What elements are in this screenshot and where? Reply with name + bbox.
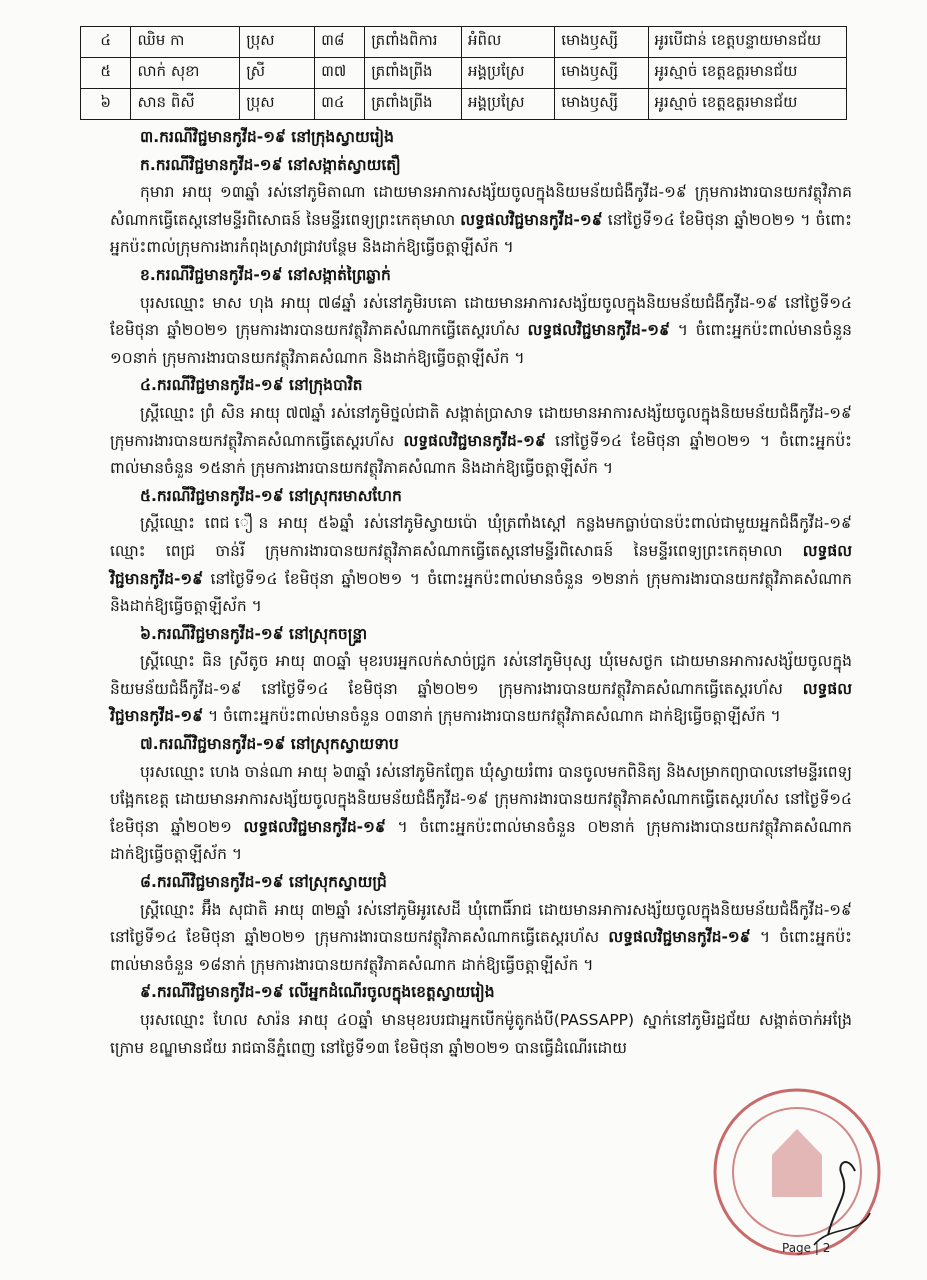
section-3a-text-end: នៅថ្ងៃទី១៤ ខែមិថុនា ឆ្នាំ២០២១ ។ ចំពោះអ្នកប៉ះពាល់ក្រុមការងារកំពុងស្រាវជ្រាវបន្ថែម និងដាក់ឱ្យធ្វើចត្តាឡីស័ក ។ <box>110 210 852 257</box>
section-4-result: លទ្ធផលវិជ្ជមានកូវីដ-១៩ <box>403 431 546 450</box>
section-3a-title: ក.ករណីវិជ្ជមានកូវីដ-១៩ នៅសង្កាត់ស្វាយតឿ <box>140 155 401 174</box>
section-8-paragraph <box>110 897 852 980</box>
patient-commune-cell: អំពិល <box>461 27 554 58</box>
section-3b-title: ខ.ករណីវិជ្ជមានកូវីដ-១៩ នៅសង្កាត់ព្រៃឆ្លាក់ <box>140 265 391 284</box>
section-3b-text-end: ។ ចំពោះអ្នកប៉ះពាល់មានចំនួន ១០នាក់ ក្រុមការងារបានយកវត្ថុវិភាគសំណាក និងដាក់ឱ្យធ្វើចត្តាឡីស័ក ។ <box>110 321 852 367</box>
patient-district-cell: មោងឫស្សី <box>555 58 648 89</box>
table-row <box>81 89 847 120</box>
section-6-title: ៦.ករណីវិជ្ជមានកូវីដ-១៩ នៅស្រុកចន្ទ្រា <box>140 624 368 643</box>
patient-commune-cell: អង្គប្រស្រែ <box>461 89 554 120</box>
patient-village-cell: ត្រពាំងពិការ <box>365 27 462 58</box>
cases-table-body <box>81 27 847 120</box>
section-3-title: ៣.ករណីវិជ្ជមានកូវីដ-១៩ នៅក្រុងស្វាយរៀង <box>140 128 395 146</box>
section-5-text-end: នៅថ្ងៃទី១៤ ខែមិថុនា ឆ្នាំ២០២១ ។ ចំពោះអ្នកប៉ះពាល់មានចំនួន ១២នាក់ ក្រុមការងារបានយកវត្ថុវិភាគសំណាក និងដាក់ឱ្យធ្វើចត្តាឡីស័ក ។ <box>110 569 852 616</box>
patient-village-cell: ត្រពាំងព្រីង <box>365 89 462 120</box>
patient-sex-cell: ប្រុស <box>240 27 315 58</box>
patient-district-cell: មោងឫស្សី <box>555 89 648 120</box>
section-5-title: ៥.ករណីវិជ្ជមានកូវីដ-១៩ នៅស្រុករមាសហែក <box>140 486 402 505</box>
patient-age-cell: ៣៤ <box>315 89 365 120</box>
patient-district-cell: មោងឫស្សី <box>555 27 648 58</box>
official-seal-icon <box>710 1085 885 1260</box>
section-3b-text: បុរសឈ្មោះ មាស ហុង អាយុ ៧៨ឆ្នាំ រស់នៅភូមិរបគោ ដោយមានអាការសង្ស័យចូលក្នុងនិយមន័យជំងឺកូវីដ-១៩ នៅថ្ងៃទី១៤ ខែមិថុនា ឆ្នាំ២០២១ ក្រុមការងារបានយកវត្ថុវិភាគសំណាកធ្វើតេស្តរហ័ស <box>110 293 852 340</box>
table-row <box>81 58 847 89</box>
patient-village-cell: ត្រពាំងព្រីង <box>365 58 462 89</box>
section-4-text-end: នៅថ្ងៃទី១៤ ខែមិថុនា ឆ្នាំ២០២១ ។ ចំពោះអ្នកប៉ះពាល់មានចំនួន ១៥នាក់ ក្រុមការងារបានយកវត្ថុវិភាគសំណាក និងដាក់ឱ្យធ្វើចត្តាឡីស័ក ។ <box>110 431 852 478</box>
section-4-title: ៤.ករណីវិជ្ជមានកូវីដ-១៩ នៅក្រុងបាវិត <box>140 376 363 395</box>
section-4-paragraph <box>110 400 852 483</box>
section-8-title: ៨.ករណីវិជ្ជមានកូវីដ-១៩ នៅស្រុកស្វាយជ្រំ <box>140 873 387 892</box>
table-row <box>81 27 847 58</box>
section-3a-text: កុមារា អាយុ ១៣ឆ្នាំ រស់នៅភូមិតាណា ដោយមានអាការសង្ស័យចូលក្នុងនិយមន័យជំងឺកូវីដ-១៩ ក្រុមការងារបានយកវត្ថុវិភាគសំណាកធ្វើតេស្តនៅមន្ទីរពិសោធន៍ នៃមន្ទីរពេទ្យព្រះកេតុមាលា <box>110 183 852 229</box>
section-9-text: បុរសឈ្មោះ ហែល សារ៉ន អាយុ ៤០ឆ្នាំ មានមុខរបរជាអ្នកបើកម៉ូតូកង់បី(PASSAPP) ស្នាក់នៅភូមិរដ្ឋជ័យ សង្កាត់ចាក់អង្រែក្រោម ខណ្ឌមានជ័យ រាជធានីភ្នំពេញ នៅថ្ងៃទី១៣ ខែមិថុនា ឆ្នាំ២០២១ បានធ្វើដំណើរដោយ <box>110 1011 852 1057</box>
section-3b-paragraph <box>110 290 852 373</box>
patient-name-cell: ឈិម កា <box>131 27 240 58</box>
section-7-result: លទ្ធផលវិជ្ជមានកូវីដ-១៩ <box>243 817 386 836</box>
section-7-title: ៧.ករណីវិជ្ជមានកូវីដ-១៩ នៅស្រុកស្វាយទាប <box>140 735 399 754</box>
patient-age-cell: ៣៧ <box>315 58 365 89</box>
patient-commune-cell: អង្គប្រស្រែ <box>461 58 554 89</box>
patient-name-cell: លាក់ សុខា <box>131 58 240 89</box>
section-7-text-end: ។ ចំពោះអ្នកប៉ះពាល់មានចំនួន ០២នាក់ ក្រុមការងារបានយកវត្ថុវិភាគសំណាក ដាក់ឱ្យធ្វើចត្តាឡីស័ក ។ <box>110 817 852 864</box>
section-3b-result: លទ្ធផលវិជ្ជមានកូវីដ-១៩ <box>527 321 670 340</box>
origin-address-cell: អូរបើជាន់ ខេត្តបន្ទាយមានជ័យ <box>648 27 846 58</box>
section-3a-result: លទ្ធផលវិជ្ជមានកូវីដ-១៩ <box>460 210 603 229</box>
origin-address-cell: អូរស្មាច់ ខេត្តឧត្តរមានជ័យ <box>648 58 846 89</box>
section-9-paragraph <box>110 1007 852 1062</box>
section-7-text: បុរសឈ្មោះ ហេង ចាន់ណា អាយុ ៦៣ឆ្នាំ រស់នៅភូមិកញ្ចែត ឃុំស្វាយរំពារ បានចូលមកពិនិត្យ និងសម្រាកព្យាបាលនៅមន្ទីរពេទ្យបង្អែកខេត្ត ដោយមានអាការសង្ស័យចូលក្នុងនិយមន័យជំងឺកូវីដ-១៩ ក្រុមការងារបានយកវត្ថុវិភាគសំណាកធ្វើតេស្តរហ័ស នៅថ្ងៃទី១៤ ខែមិថុនា ឆ្នាំ២០២១ <box>110 762 852 836</box>
section-7-paragraph <box>110 759 852 869</box>
section-5-text: ស្ត្រីឈ្មោះ ពេជ ឿន អាយុ ៥៦ឆ្នាំ រស់នៅភូមិស្វាយប៉ោ ឃុំត្រពាំងស្ដៅ កន្លងមកធ្លាប់បានប៉ះពាល់ជាមួយអ្នកជំងឺកូវីដ-១៩ ឈ្មោះ ពេជ្រ ចាន់រី ក្រុមការងារបានយកវត្ថុវិភាគសំណាកធ្វើតេស្តនៅមន្ទីរពិសោធន៍ នៃមន្ទីរពេទ្យព្រះកេតុមាលា <box>110 514 852 560</box>
section-6-result: លទ្ធផលវិជ្ជមានកូវីដ-១៩ <box>110 679 852 726</box>
seal-emblem <box>772 1129 822 1197</box>
signature-stroke <box>828 1162 855 1235</box>
document-body <box>110 124 852 1062</box>
section-6-text: ស្ត្រីឈ្មោះ ធិន ស្រីតូច អាយុ ៣០ឆ្នាំ មុខរបរអ្នកលក់សាច់ជ្រូក រស់នៅភូមិបុស្ស ឃុំមេសថ្ងក ដោយមានអាការសង្ស័យចូលក្នុងនិយមន័យជំងឺកូវីដ-១៩ នៅថ្ងៃទី១៤ ខែមិថុនា ឆ្នាំ២០២១ ក្រុមការងារបានយកវត្ថុវិភាគសំណាកធ្វើតេស្តរហ័ស <box>110 652 852 698</box>
section-6-text-end: ។ ចំពោះអ្នកប៉ះពាល់មានចំនួន ០៣នាក់ ក្រុមការងារបានយកវត្ថុវិភាគសំណាក ដាក់ឱ្យធ្វើចត្តាឡីស័ក ។ <box>203 707 781 726</box>
section-4-text: ស្ត្រីឈ្មោះ ព្រំ សិន អាយុ ៧៧ឆ្នាំ រស់នៅភូមិថ្នល់ជាតិ សង្កាត់ប្រាសាទ ដោយមានអាការសង្ស័យចូលក្នុងនិយមន័យជំងឺកូវីដ-១៩ ក្រុមការងារបានយកវត្ថុវិភាគសំណាកធ្វើតេស្តរហ័ស <box>110 403 852 450</box>
section-5-result: លទ្ធផលវិជ្ជមានកូវីដ-១៩ <box>110 541 852 588</box>
section-8-text-end: ។ ចំពោះអ្នកប៉ះពាល់មានចំនួន ១៨នាក់ ក្រុមការងារបានយកវត្ថុវិភាគសំណាក ដាក់ឱ្យធ្វើចត្តាឡីស័ក ។ <box>110 928 852 974</box>
section-9-title: ៩.ករណីវិជ្ជមានកូវីដ-១៩ លើអ្នកដំណើរចូលក្នុងខេត្តស្វាយរៀង <box>140 983 495 1002</box>
patient-age-cell: ៣៨ <box>315 27 365 58</box>
section-3a-paragraph <box>110 179 852 262</box>
section-5-paragraph <box>110 510 852 620</box>
section-8-text: ស្ត្រីឈ្មោះ អ៊ឹង សុជាតិ អាយុ ៣២ឆ្នាំ រស់នៅភូមិអូរសេដី ឃុំពោធិ៍រាជ ដោយមានអាការសង្ស័យចូលក្នុងនិយមន័យជំងឺកូវីដ-១៩ នៅថ្ងៃទី១៤ ខែមិថុនា ឆ្នាំ២០២១ ក្រុមការងារបានយកវត្ថុវិភាគសំណាកធ្វើតេស្តរហ័ស <box>110 900 852 947</box>
patient-name-cell: សាន ពិសី <box>131 89 240 120</box>
row-number-cell: ៥ <box>81 58 131 89</box>
row-number-cell: ៦ <box>81 89 131 120</box>
section-6-paragraph <box>110 648 852 731</box>
patient-sex-cell: ប្រុស <box>240 89 315 120</box>
patient-sex-cell: ស្រី <box>240 58 315 89</box>
row-number-cell: ៤ <box>81 27 131 58</box>
origin-address-cell: អូរស្មាច់ ខេត្តឧត្តរមានជ័យ <box>648 89 846 120</box>
cases-table <box>80 26 847 120</box>
section-8-result: លទ្ធផលវិជ្ជមានកូវីដ-១៩ <box>608 928 751 947</box>
page-number: Page | 2 <box>782 1241 831 1255</box>
